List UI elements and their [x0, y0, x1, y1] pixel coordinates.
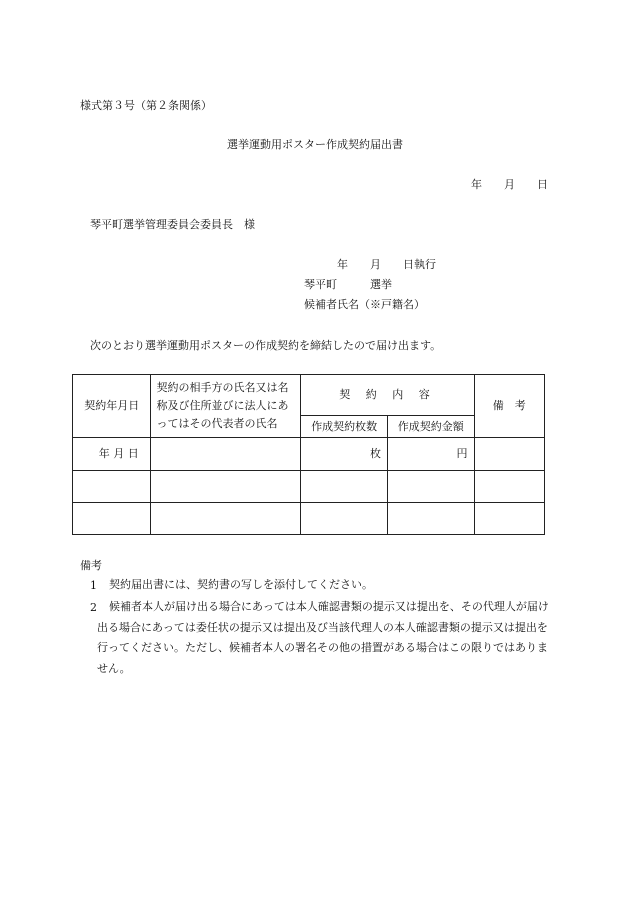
- row-date: [73, 503, 151, 535]
- statement: 次のとおり選挙運動用ポスターの作成契約を締結したので届け出ます。: [90, 339, 442, 352]
- note-item: 候補者本人が届け出る場合にあっては本人確認書類の提示又は提出を、その代理人が届け出る場合にあっては委任状の提示又は提出及び当該代理人の本人確認書類の提示又は提出を行ってください。ただし、候補者本人の署名その他の措置がある場合はこの限りではありません。: [97, 600, 549, 675]
- row-amount: 円: [387, 438, 474, 471]
- notes-heading: 備考: [80, 559, 102, 572]
- candidate-name-label: 候補者氏名（※戸籍名）: [304, 298, 425, 311]
- header-contract-content: 契 約 内 容: [301, 375, 474, 416]
- contract-table: [72, 374, 545, 535]
- row-remarks: [474, 438, 544, 471]
- table-row: [73, 471, 545, 503]
- table-row: [73, 438, 545, 471]
- form-number: 様式第３号（第２条関係）: [80, 99, 212, 112]
- document-title: 選挙運動用ポスター作成契約届出書: [227, 138, 403, 151]
- row-remarks: [474, 471, 544, 503]
- table-row: [73, 503, 545, 535]
- table-header-row: [73, 375, 545, 416]
- row-party: [151, 438, 301, 471]
- note-number: 1: [90, 579, 97, 592]
- header-contract-date: 契約年月日: [73, 375, 151, 438]
- row-count: 枚: [301, 438, 388, 471]
- row-count: [301, 471, 388, 503]
- election-name: 琴平町 選挙: [304, 278, 392, 291]
- row-remarks: [474, 503, 544, 535]
- row-date: [73, 471, 151, 503]
- note-item: 契約届出書には、契約書の写しを添付してください。: [109, 578, 373, 591]
- header-amount: 作成契約金額: [387, 416, 474, 438]
- note-number: 2: [90, 601, 97, 614]
- addressee: 琴平町選挙管理委員会委員長 様: [90, 218, 255, 231]
- row-party: [151, 471, 301, 503]
- submission-date: 年 月 日: [471, 178, 548, 191]
- row-amount: [387, 503, 474, 535]
- row-count: [301, 503, 388, 535]
- header-contract-party: 契約の相手方の氏名又は名称及び住所並びに法人にあってはその代表者の氏名: [151, 375, 301, 438]
- election-date: 年 月 日執行: [337, 258, 436, 271]
- row-party: [151, 503, 301, 535]
- header-count: 作成契約枚数: [301, 416, 388, 438]
- header-remarks: 備 考: [474, 375, 544, 438]
- row-date: 年 月 日: [73, 438, 151, 471]
- row-amount: [387, 471, 474, 503]
